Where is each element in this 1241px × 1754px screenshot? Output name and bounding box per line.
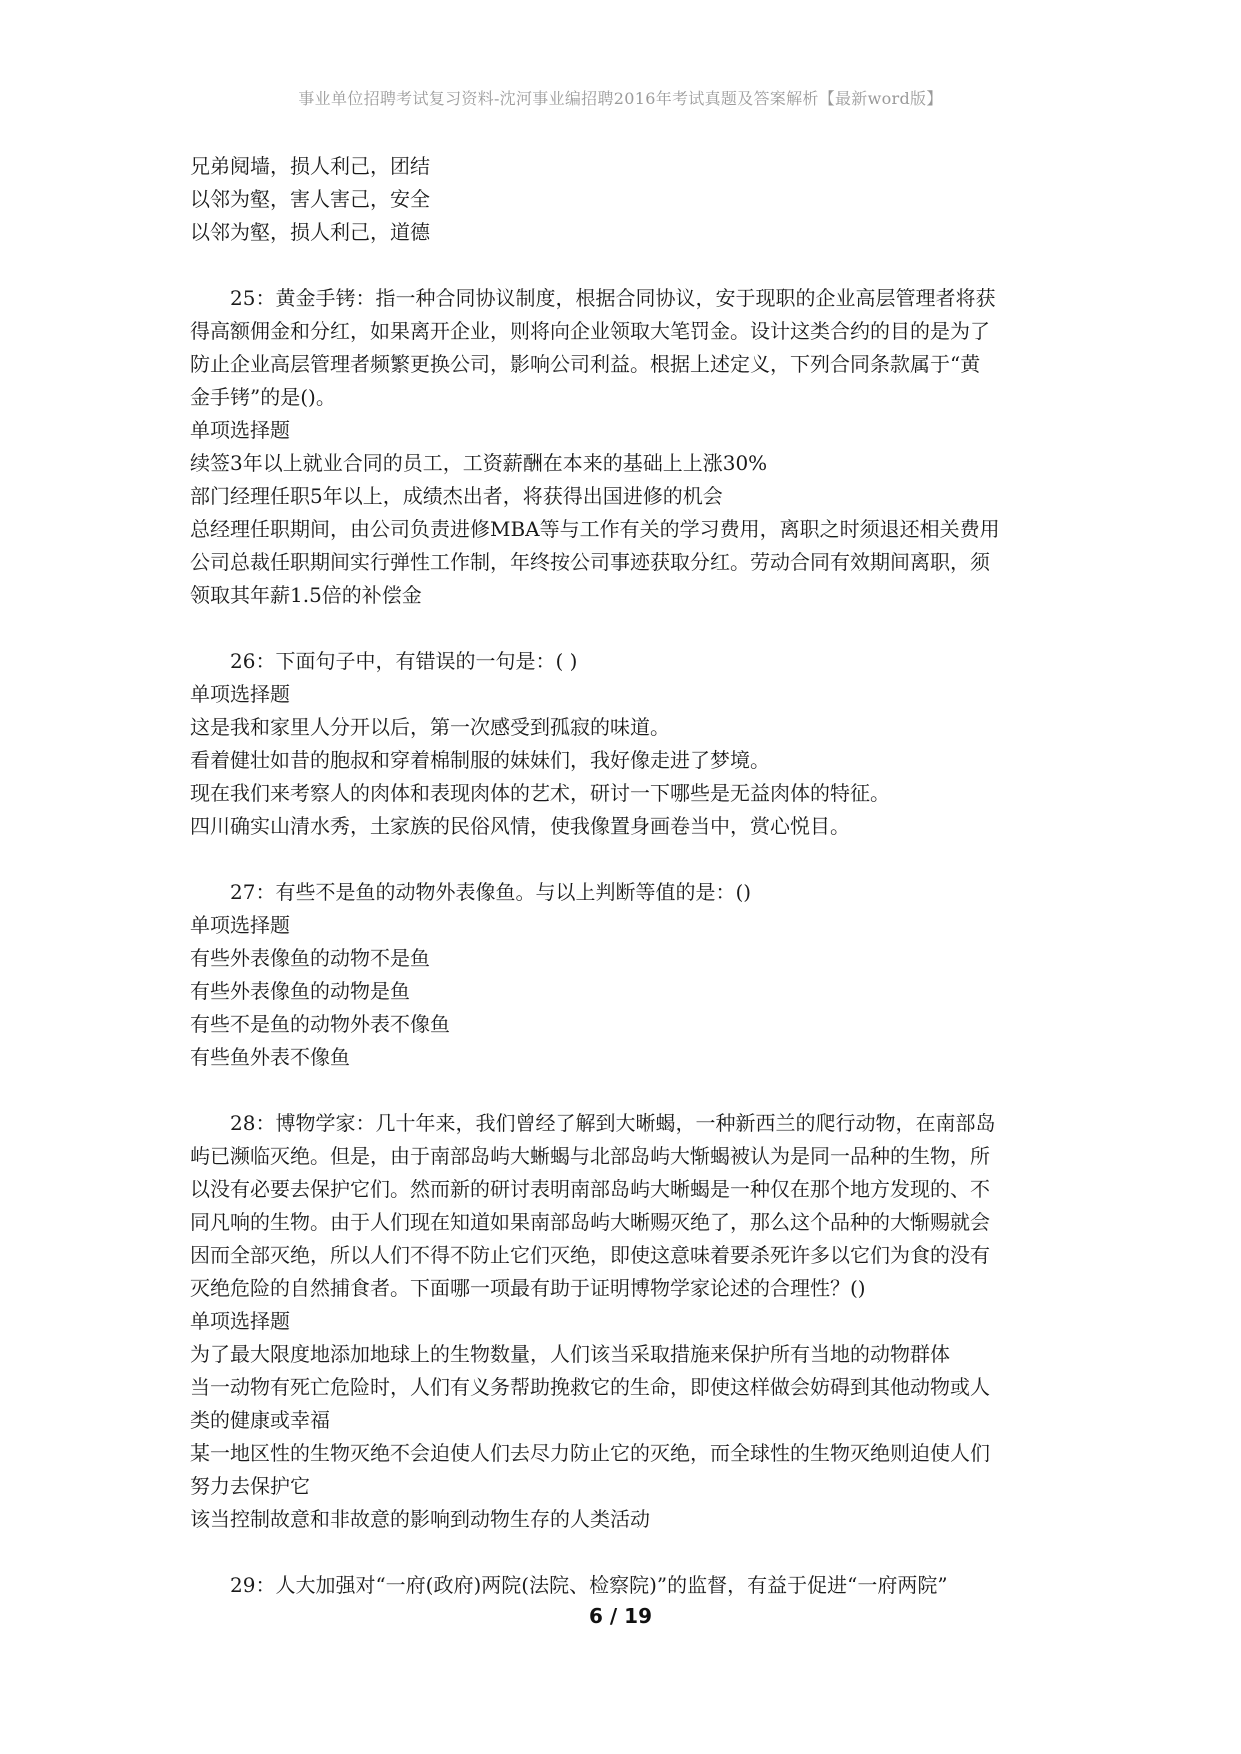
page-number: 6 / 19	[589, 1604, 652, 1628]
question-27	[190, 876, 1060, 1074]
option-line: 兄弟阋墙，损人利己，团结	[190, 154, 430, 178]
option-line: 有些不是鱼的动物外表不像鱼	[190, 1012, 450, 1036]
option-line: 看着健壮如昔的胞叔和穿着棉制服的妹妹们，我好像走进了梦境。	[190, 748, 770, 772]
question-stem: 25：黄金手铐：指一种合同协议制度，根据合同协议，安于现职的企业高层管理者将获	[230, 286, 996, 310]
question-type: 单项选择题	[190, 418, 290, 442]
question-25	[190, 282, 1060, 612]
option-line: 这是我和家里人分开以后，第一次感受到孤寂的味道。	[190, 715, 670, 739]
question-stem: 金手铐”的是()。	[190, 385, 336, 409]
option-line: 以邻为壑，损人利己，道德	[190, 220, 430, 244]
option-line: 当一动物有死亡危险时，人们有义务帮助挽救它的生命，即使这样做会妨碍到其他动物或人	[190, 1375, 990, 1399]
question-stem: 屿已濒临灭绝。但是，由于南部岛屿大蜥蝎与北部岛屿大惭蝎被认为是同一品种的生物，所	[190, 1144, 990, 1168]
previous-question-options	[190, 150, 1060, 249]
document-body	[190, 150, 1060, 1602]
option-line: 领取其年薪1.5倍的补偿金	[190, 583, 422, 607]
question-type: 单项选择题	[190, 1309, 290, 1333]
question-stem: 防止企业高层管理者频繁更换公司，影响公司利益。根据上述定义，下列合同条款属于“黄	[190, 352, 981, 376]
question-stem: 因而全部灭绝，所以人们不得不防止它们灭绝，即使这意味着要杀死许多以它们为食的没有	[190, 1243, 990, 1267]
option-line: 为了最大限度地添加地球上的生物数量，人们该当采取措施来保护所有当地的动物群体	[190, 1342, 950, 1366]
question-stem: 得高额佣金和分红，如果离开企业，则将向企业领取大笔罚金。设计这类合约的目的是为了	[190, 319, 990, 343]
option-line: 现在我们来考察人的肉体和表现肉体的艺术，研讨一下哪些是无益肉体的特征。	[190, 781, 890, 805]
option-line: 续签3年以上就业合同的员工，工资薪酬在本来的基础上上涨30%	[190, 451, 768, 475]
option-line: 部门经理任职5年以上，成绩杰出者，将获得出国进修的机会	[190, 484, 723, 508]
option-line: 总经理任职期间，由公司负责进修MBA等与工作有关的学习费用，离职之时须退还相关费用	[190, 517, 1000, 541]
option-line: 有些外表像鱼的动物不是鱼	[190, 946, 430, 970]
option-line: 有些鱼外表不像鱼	[190, 1045, 350, 1069]
question-stem: 28：博物学家：几十年来，我们曾经了解到大晰蝎，一种新西兰的爬行动物，在南部岛	[230, 1111, 996, 1135]
question-28	[190, 1107, 1060, 1536]
question-29	[190, 1569, 1060, 1602]
option-line: 该当控制故意和非故意的影响到动物生存的人类活动	[190, 1507, 650, 1531]
option-line: 某一地区性的生物灭绝不会迫使人们去尽力防止它的灭绝，而全球性的生物灭绝则迫使人们	[190, 1441, 990, 1465]
question-type: 单项选择题	[190, 913, 290, 937]
question-type: 单项选择题	[190, 682, 290, 706]
option-line: 类的健康或幸福	[190, 1408, 330, 1432]
option-line: 努力去保护它	[190, 1474, 310, 1498]
page-header: 事业单位招聘考试复习资料-沈河事业编招聘2016年考试真题及答案解析【最新word版】	[298, 89, 943, 108]
question-stem: 同凡响的生物。由于人们现在知道如果南部岛屿大晰赐灭绝了，那么这个品种的大惭赐就会	[190, 1210, 990, 1234]
option-line: 有些外表像鱼的动物是鱼	[190, 979, 410, 1003]
option-line: 公司总裁任职期间实行弹性工作制，年终按公司事迹获取分红。劳动合同有效期间离职，须	[190, 550, 990, 574]
question-stem: 27：有些不是鱼的动物外表像鱼。与以上判断等值的是：()	[230, 880, 752, 904]
question-stem: 29：人大加强对“一府(政府)两院(法院、检察院)”的监督，有益于促进“一府两院”	[230, 1573, 948, 1597]
question-stem: 灭绝危险的自然捕食者。下面哪一项最有助于证明博物学家论述的合理性？()	[190, 1276, 866, 1300]
question-26	[190, 645, 1060, 843]
question-stem: 以没有必要去保护它们。然而新的研讨表明南部岛屿大晰蝎是一种仅在那个地方发现的、不	[190, 1177, 990, 1201]
option-line: 四川确实山清水秀，土家族的民俗风情，使我像置身画卷当中，赏心悦目。	[190, 814, 850, 838]
option-line: 以邻为壑，害人害己，安全	[190, 187, 430, 211]
question-stem: 26：下面句子中，有错误的一句是：( )	[230, 649, 578, 673]
